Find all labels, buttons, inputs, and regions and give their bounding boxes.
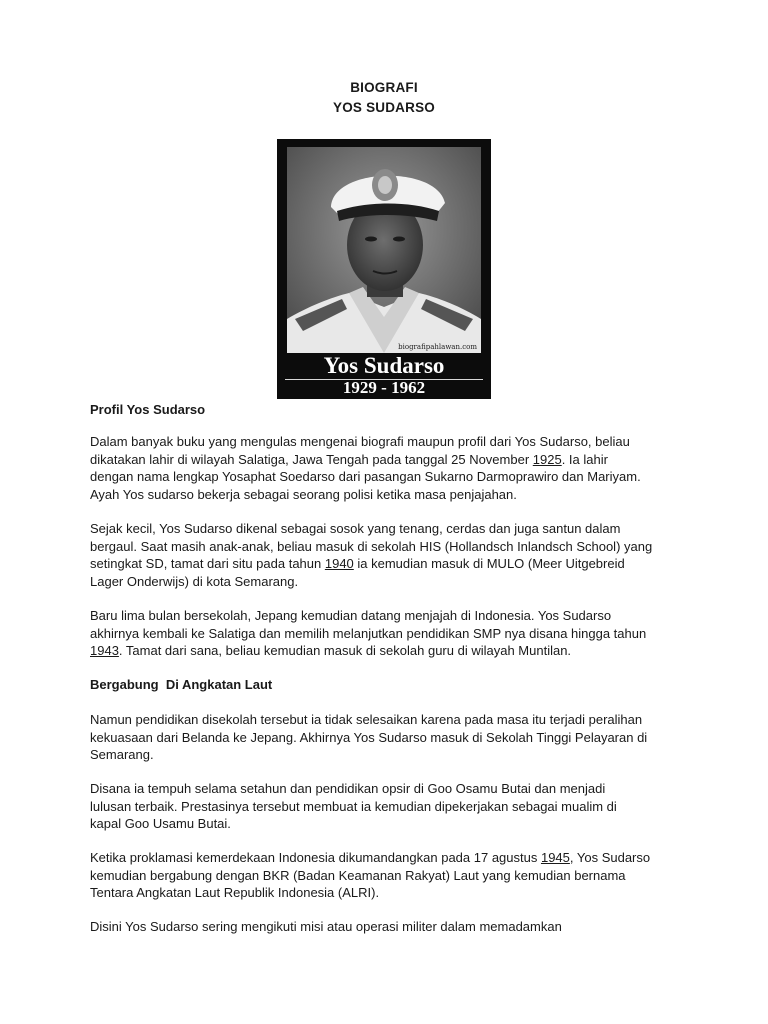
portrait-photo (277, 139, 491, 399)
text-line (90, 884, 690, 902)
portrait-image (287, 147, 481, 353)
text-segment: . Tamat dari sana, beliau kemudian masuk di sekolah guru di wilayah Muntilan. (118, 643, 572, 659)
text-line (90, 815, 690, 833)
text-segment: Lager Onderwijs) di kota Semarang. (90, 573, 299, 589)
portrait-caption-years: 1929 - 1962 (342, 378, 426, 397)
text-line (90, 538, 690, 556)
text-line (90, 486, 690, 504)
text-line (90, 607, 690, 625)
text-segment: Disini Yos Sudarso sering mengikuti misi atau operasi militer dalam memadamkan (90, 919, 562, 934)
text-line (90, 433, 690, 451)
text-line (90, 729, 690, 747)
text-line (90, 573, 690, 591)
text-line (90, 625, 690, 643)
year-hyperlink[interactable]: 1925 (532, 451, 562, 467)
text-segment: akhirnya kembali ke Salatiga dan memilih melanjutkan pendidikan SMP nya disana hingga tahun (90, 625, 647, 641)
text-line (90, 451, 690, 469)
text-segment: ia kemudian masuk di MULO (Meer Uitgebreid (353, 556, 625, 572)
section-heading-angkatan-laut: Bergabung Di Angkatan Laut (90, 677, 273, 692)
text-line (90, 867, 690, 885)
text-segment: Ayah Yos sudarso bekerja sebagai seorang polisi ketika masa penjajahan. (90, 486, 517, 502)
text-segment: kekuasaan dari Belanda ke Jepang. Akhirnya Yos Sudarso masuk di Sekolah Tinggi Pelayaran di (90, 729, 648, 745)
paragraph-3 (90, 607, 690, 660)
document-title-line1: BIOGRAFI (350, 80, 418, 95)
text-segment: bergaul. Saat masih anak-anak, beliau masuk di sekolah HIS (Hollandsch Inlandsch School) yang (90, 538, 653, 554)
paragraph-7 (90, 918, 690, 936)
year-hyperlink[interactable]: 1943 (90, 643, 119, 659)
paragraph-5 (90, 780, 690, 833)
paragraph-4 (90, 711, 690, 764)
text-line (90, 918, 690, 936)
text-segment: Semarang. (90, 747, 154, 763)
paragraph-1 (90, 433, 690, 503)
paragraph-2 (90, 520, 690, 590)
text-segment: Disana ia tempuh selama setahun dan pendidikan opsir di Goo Osamu Butai dan menjadi (90, 781, 606, 796)
document-title-line2: YOS SUDARSO (333, 100, 435, 115)
text-segment: , Yos Sudarso (569, 850, 651, 865)
text-line (90, 555, 690, 573)
text-segment: Baru lima bulan bersekolah, Jepang kemudian datang menjajah di Indonesia. Yos Sudarso (90, 608, 612, 623)
text-segment: Namun pendidikan disekolah tersebut ia tidak selesaikan karena pada masa itu terjadi peralihan (90, 712, 643, 727)
text-segment: dengan nama lengkap Yosaphat Soedarso dari pasangan Sukarno Darmoprawiro dan Mariyam. (90, 469, 641, 485)
text-line (90, 746, 690, 764)
text-line (90, 798, 690, 816)
text-line (90, 642, 690, 660)
text-segment: Tentara Angkatan Laut Republik Indonesia (ALRI). (90, 885, 380, 901)
paragraph-6 (90, 849, 690, 902)
text-segment: Sejak kecil, Yos Sudarso dikenal sebagai sosok yang tenang, cerdas dan juga santun dalam (90, 521, 621, 536)
text-line (90, 520, 690, 538)
section-heading-profil: Profil Yos Sudarso (90, 402, 206, 417)
text-segment: kemudian bergabung dengan BKR (Badan Keamanan Rakyat) Laut yang kemudian bernama (90, 867, 626, 883)
text-segment: Dalam banyak buku yang mengulas mengenai biografi maupun profil dari Yos Sudarso, beliau (90, 434, 630, 449)
text-segment: dikatakan lahir di wilayah Salatiga, Jawa Tengah pada tanggal 25 November (90, 451, 533, 467)
text-line (90, 711, 690, 729)
text-segment: kapal Goo Usamu Butai. (90, 816, 231, 832)
text-segment: . Ia lahir (561, 451, 608, 467)
portrait-caption-name: Yos Sudarso (323, 353, 445, 378)
portrait-watermark: biografipahlawan.com (398, 343, 477, 351)
year-hyperlink[interactable]: 1945 (540, 850, 570, 865)
text-line (90, 780, 690, 798)
text-segment: Ketika proklamasi kemerdekaan Indonesia dikumandangkan pada 17 agustus (90, 850, 541, 865)
text-line (90, 468, 690, 486)
text-line (90, 849, 690, 867)
year-hyperlink[interactable]: 1940 (324, 556, 354, 572)
text-segment: setingkat SD, tamat dari situ pada tahun (90, 556, 325, 572)
text-segment: lulusan terbaik. Prestasinya tersebut membuat ia kemudian dipekerjakan sebagai mualim di (90, 798, 617, 814)
